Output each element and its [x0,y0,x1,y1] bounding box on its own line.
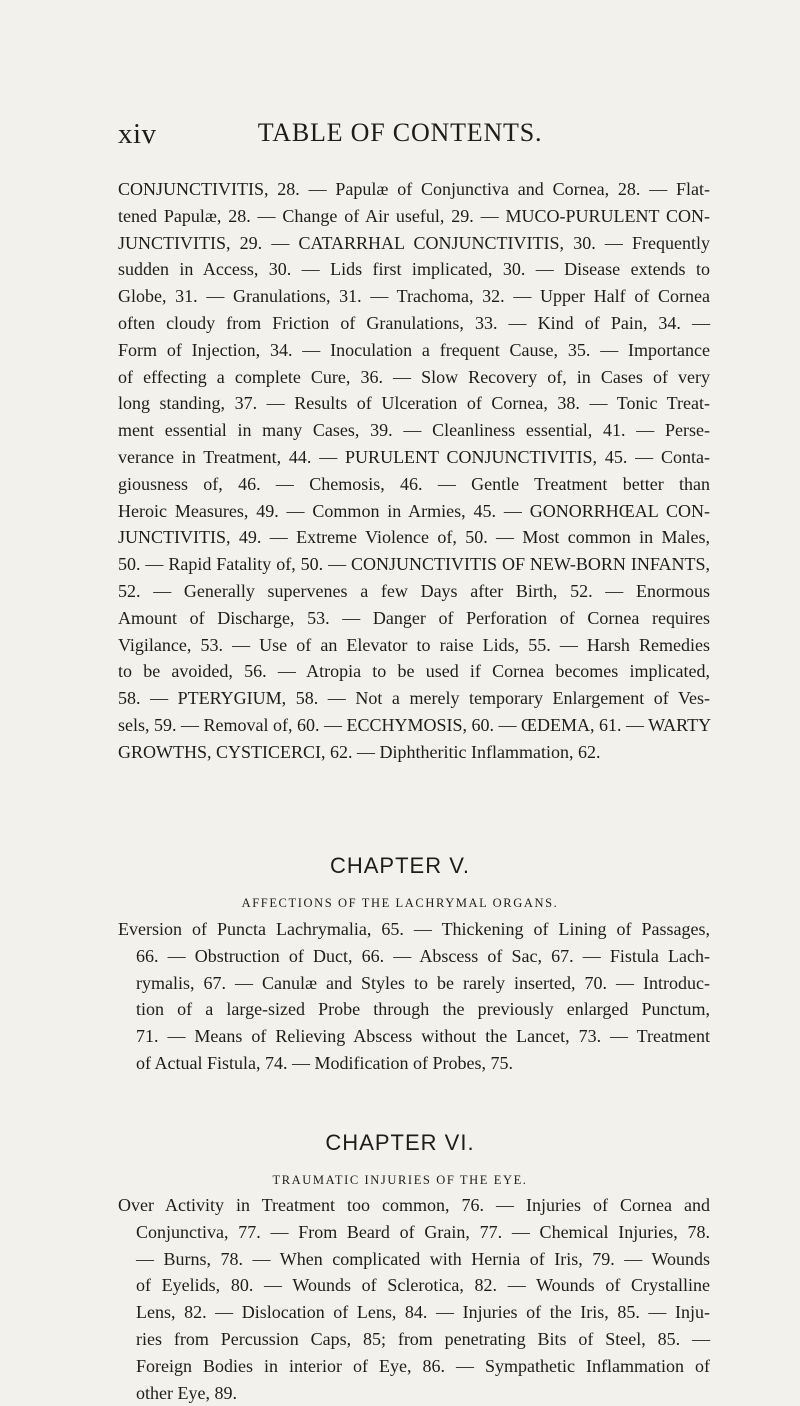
contents-line: often cloudy from Friction of Granulations, 33. — Kind of Pain, 34. — [118,312,710,333]
contents-line: 50. — Rapid Fatality of, 50. — CONJUNCTIVITIS OF NEW-BORN INFANTS, [118,554,710,575]
contents-line: 66. — Obstruction of Duct, 66. — Abscess of Sac, 67. — Fistula Lach- [136,945,710,966]
running-title: TABLE OF CONTENTS. [257,118,543,147]
contents-line: 52. — Generally supervenes a few Days after Birth, 52. — Enormous [118,580,710,601]
contents-line: of effecting a complete Cure, 36. — Slow Recovery of, in Cases of very [118,366,710,387]
contents-line: Foreign Bodies in interior of Eye, 86. — Sympathetic Inflammation of [136,1355,710,1376]
page-number: xiv [118,118,157,150]
contents-line: sudden in Access, 30. — Lids first implicated, 30. — Disease extends to [118,259,710,280]
contents-line: Heroic Measures, 49. — Common in Armies, 45. — GONORRHŒAL CON- [118,500,710,521]
contents-line: tion of a large-sized Probe through the previously enlarged Punctum, [136,999,710,1020]
contents-line: Amount of Discharge, 53. — Danger of Perforation of Cornea requires [118,607,710,628]
contents-line: verance in Treatment, 44. — PURULENT CONJUNCTIVITIS, 45. — Conta- [118,446,710,467]
chapter-vi-subheading: TRAUMATIC INJURIES OF THE EYE. [272,1173,528,1187]
contents-line: tened Papulæ, 28. — Change of Air useful, 29. — MUCO-PURULENT CON- [118,205,710,226]
contents-line: long standing, 37. — Results of Ulceration of Cornea, 38. — Tonic Treat- [118,393,710,414]
contents-line: Conjunctiva, 77. — From Beard of Grain, 77. — Chemical Injuries, 78. [136,1221,710,1242]
contents-line: — Burns, 78. — When complicated with Hernia of Iris, 79. — Wounds [136,1248,710,1269]
contents-line: other Eye, 89. [136,1382,237,1403]
contents-line: rymalis, 67. — Canulæ and Styles to be rarely inserted, 70. — Introduc- [136,972,710,993]
chapter-v-contents [118,916,710,1077]
contents-line: 58. — PTERYGIUM, 58. — Not a merely temporary Enlargement of Ves- [118,688,710,709]
contents-line: Lens, 82. — Dislocation of Lens, 84. — Injuries of the Iris, 85. — Inju- [136,1302,710,1323]
contents-line: Over Activity in Treatment too common, 76. — Injuries of Cornea and [118,1195,710,1215]
contents-line: Eversion of Puncta Lachrymalia, 65. — Thickening of Lining of Passages, [118,919,710,939]
contents-line: 71. — Means of Relieving Abscess without the Lancet, 73. — Treatment [136,1026,710,1047]
contents-line: to be avoided, 56. — Atropia to be used if Cornea becomes implicated, [118,661,710,682]
chapter-vi-contents [118,1192,710,1406]
contents-line: ries from Percussion Caps, 85; from penetrating Bits of Steel, 85. — [136,1328,710,1349]
chapter-iv-continued-contents [118,176,710,766]
contents-line: Form of Injection, 34. — Inoculation a frequent Cause, 35. — Importance [118,339,710,360]
contents-line: sels, 59. — Removal of, 60. — ECCHYMOSIS, 60. — ŒDEMA, 61. — WARTY [118,714,712,735]
contents-line: Vigilance, 53. — Use of an Elevator to raise Lids, 55. — Harsh Remedies [118,634,710,655]
chapter-v-heading: CHAPTER V. [329,853,470,878]
contents-line: of Actual Fistula, 74. — Modification of Probes, 75. [136,1052,513,1073]
contents-line: ment essential in many Cases, 39. — Cleanliness essential, 41. — Perse- [118,420,710,441]
contents-line: giousness of, 46. — Chemosis, 46. — Gentle Treatment better than [118,473,710,494]
contents-line: Globe, 31. — Granulations, 31. — Trachoma, 32. — Upper Half of Cornea [118,286,710,307]
chapter-v-subheading: AFFECTIONS OF THE LACHRYMAL ORGANS. [241,896,559,910]
contents-line: of Eyelids, 80. — Wounds of Sclerotica, 82. — Wounds of Crystalline [136,1275,710,1296]
contents-line: CONJUNCTIVITIS, 28. — Papulæ of Conjunctiva and Cornea, 28. — Flat- [118,179,710,199]
contents-line: GROWTHS, CYSTICERCI, 62. — Diphtheritic Inflammation, 62. [118,741,601,762]
page-header [0,118,800,158]
contents-line: JUNCTIVITIS, 29. — CATARRHAL CONJUNCTIVITIS, 30. — Frequently [118,232,710,253]
contents-line: JUNCTIVITIS, 49. — Extreme Violence of, 50. — Most common in Males, [118,527,710,548]
chapter-vi-heading: CHAPTER VI. [325,1130,475,1155]
